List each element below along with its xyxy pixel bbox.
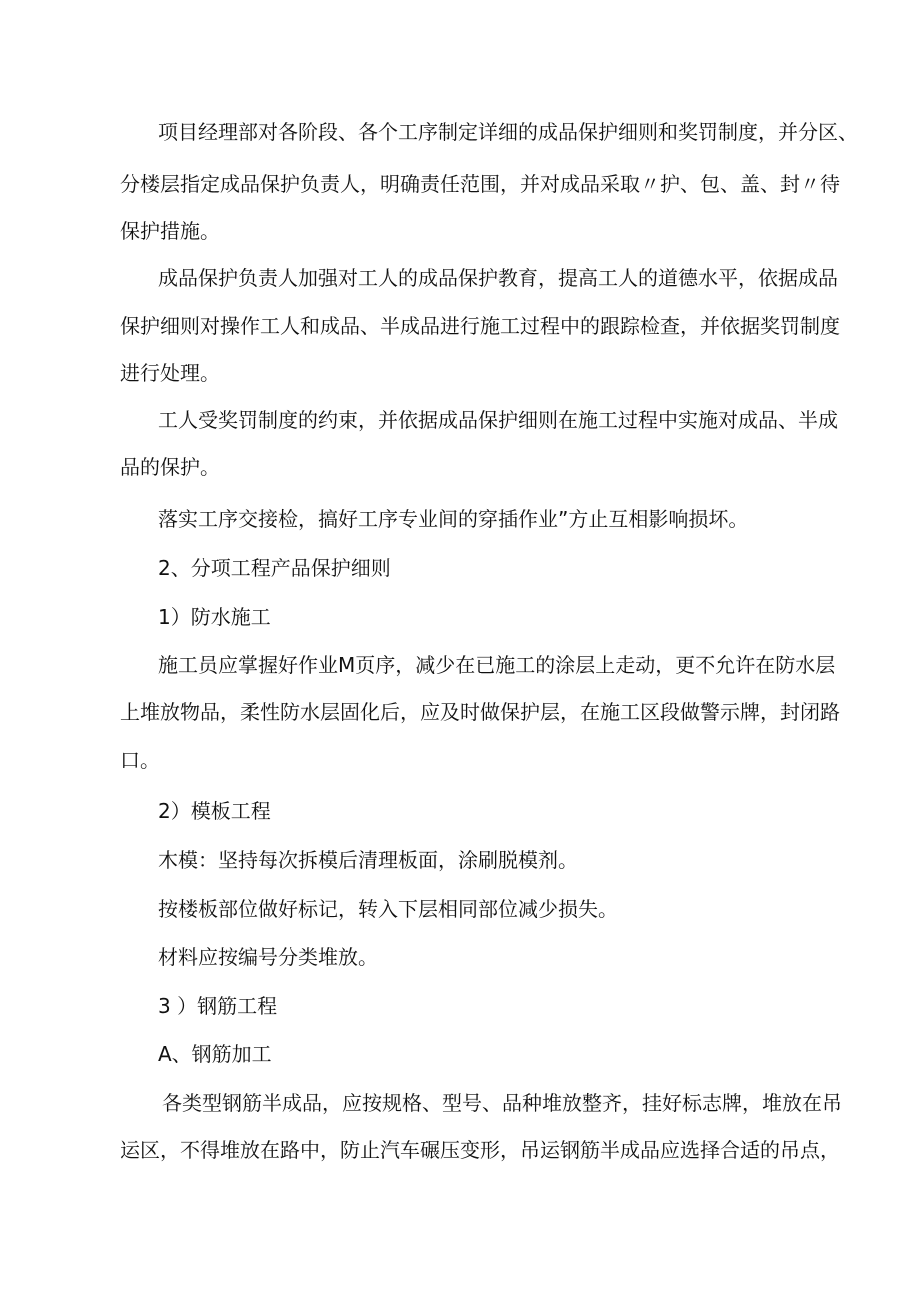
paragraph-line: 按楼板部位做好标记，转入下层相同部位减少损失。 bbox=[158, 897, 618, 921]
paragraph-line: 成品保护负责人加强对工人的成品保护教育，提高工人的道德水平，依据成品 bbox=[158, 266, 838, 290]
paragraph-line: 项目经理部对各阶段、各个工序制定详细的成品保护细则和奖罚制度，并分区、 bbox=[158, 120, 858, 144]
paragraph-line: 品的保护。 bbox=[120, 455, 220, 479]
paragraph-line: 工人受奖罚制度的约束，并依据成品保护细则在施工过程中实施对成品、半成 bbox=[158, 408, 838, 432]
paragraph-line: 运区，不得堆放在路中，防止汽车碾压变形，吊运钢筋半成品应选择合适的吊点， bbox=[120, 1138, 840, 1162]
paragraph-line: 上堆放物品，柔性防水层固化后，应及时做保护层，在施工区段做警示牌，封闭路 bbox=[120, 700, 840, 724]
paragraph-line: 口。 bbox=[120, 748, 160, 772]
paragraph-line: 保护措施。 bbox=[120, 219, 220, 243]
subsection-heading: 2）模板工程 bbox=[158, 799, 271, 823]
paragraph-line: 施工员应掌握好作业M页序，减少在已施工的涂层上走动，更不允许在防水层 bbox=[158, 653, 836, 677]
paragraph-line: 保护细则对操作工人和成品、半成品进行施工过程中的跟踪检查，并依据奖罚制度 bbox=[120, 314, 840, 338]
subsection-heading: A、钢筋加工 bbox=[158, 1042, 272, 1066]
section-heading: 2、分项工程产品保护细则 bbox=[158, 556, 391, 580]
subsection-heading: 1）防水施工 bbox=[158, 605, 271, 629]
subsection-heading: 3 ）钢筋工程 bbox=[158, 994, 278, 1018]
paragraph-line: 分楼层指定成品保护负责人，明确责任范围，并对成品采取〃护、包、盖、封〃待 bbox=[120, 172, 840, 196]
paragraph-line: 木模：坚持每次拆模后清理板面，涂刷脱模剂。 bbox=[158, 848, 578, 872]
paragraph-line: 各类型钢筋半成品，应按规格、型号、品种堆放整齐，挂好标志牌，堆放在吊 bbox=[162, 1091, 842, 1115]
paragraph-line: 进行处理。 bbox=[120, 361, 220, 385]
paragraph-line: 落实工序交接检，搞好工序专业间的穿插作业”方止互相影响损坏。 bbox=[158, 507, 749, 531]
paragraph-line: 材料应按编号分类堆放。 bbox=[158, 945, 378, 969]
